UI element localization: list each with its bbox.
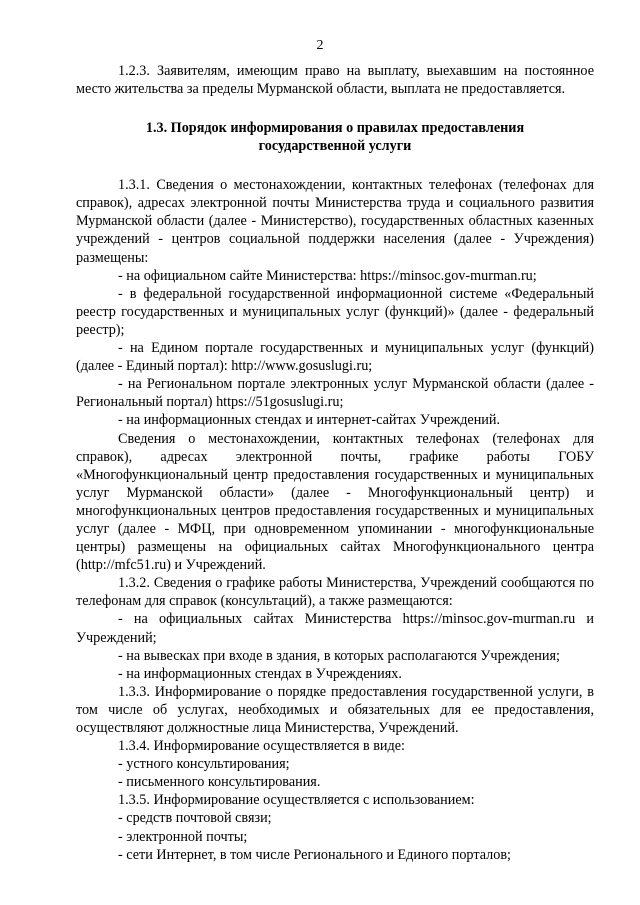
list-item-email: - электронной почты; xyxy=(118,828,248,845)
paragraph-1-3-1: 1.3.1. Сведения о местонахождении, контактных телефонах (телефонах для справок), адресах электронной почты Министерства труда и социального развития Мурманской области (далее - Министерство), государственных областных казенных учреждений - центров социальной поддержки населения (далее - Учреждения) размещены: xyxy=(76,177,594,266)
list-item-oral: - устного консультирования; xyxy=(118,756,290,773)
document-body xyxy=(76,62,594,864)
list-item-postal: - средств почтовой связи; xyxy=(118,810,272,827)
paragraph-mfc-info: Сведения о местонахождении, контактных телефонах (телефонах для справок), адресах электронной почты, графике работы ГОБУ «Многофункциональный центр предоставления государственных и муниципальных услуг Мурманской области» (далее - Многофункциональный центр) и многофункциональных центров предоставления государственных и муниципальных услуг (далее - МФЦ, при одновременном упоминании - многофункциональные центры) размещены на официальных сайтах Многофункционального центра (http://mfc51.ru) и Учреждений. xyxy=(76,430,594,574)
list-item-info-stands: - на информационных стендах и интернет-сайтах Учреждений. xyxy=(118,412,501,429)
paragraph-1-3-4: 1.3.4. Информирование осуществляется в виде: xyxy=(118,738,405,755)
list-item-official-sites: - на официальных сайтах Министерства https://minsoc.gov-murman.ru и Учреждений; xyxy=(76,611,594,646)
section-heading-line-1: 1.3. Порядок информирования о правилах предоставления xyxy=(145,120,525,137)
paragraph-1-3-5: 1.3.5. Информирование осуществляется с использованием: xyxy=(118,792,475,809)
paragraph-1-2-3: 1.2.3. Заявителям, имеющим право на выплату, выехавшим на постоянное место жительства за пределы Мурманской области, выплата не предоставляется. xyxy=(76,63,594,98)
list-item-federal-registry: - в федеральной государственной информационной системе «Федеральный реестр государственных и муниципальных услуг (функций)» (далее - федеральный реестр); xyxy=(76,285,594,338)
paragraph-1-3-2: 1.3.2. Сведения о графике работы Министерства, Учреждений сообщаются по телефонам для справок (консультаций), а также размещаются: xyxy=(76,575,594,610)
list-item-stands: - на информационных стендах в Учреждениях. xyxy=(118,665,402,682)
list-item-signs: - на вывесках при входе в здания, в которых располагаются Учреждения; xyxy=(118,647,560,664)
page-number: 2 xyxy=(316,38,324,53)
list-item-unified-portal: - на Едином портале государственных и муниципальных услуг (функций) (далее - Единый портал): http://www.gosuslugi.ru; xyxy=(76,340,594,375)
list-item-official-site: - на официальном сайте Министерства: https://minsoc.gov-murman.ru; xyxy=(118,267,537,284)
paragraph-1-3-3: 1.3.3. Информирование о порядке предоставления государственной услуги, в том числе об услугах, необходимых и обязательных для ее предоставления, осуществляют должностные лица Министерства, Учреждений. xyxy=(76,683,594,736)
list-item-internet: - сети Интернет, в том числе Регионального и Единого порталов; xyxy=(118,846,511,863)
list-item-regional-portal: - на Региональном портале электронных услуг Мурманской области (далее - Региональный портал) https://51gosuslugi.ru; xyxy=(76,376,594,411)
section-heading-line-2: государственной услуги xyxy=(258,138,412,155)
section-heading xyxy=(76,119,594,155)
list-item-written: - письменного консультирования. xyxy=(118,774,321,791)
